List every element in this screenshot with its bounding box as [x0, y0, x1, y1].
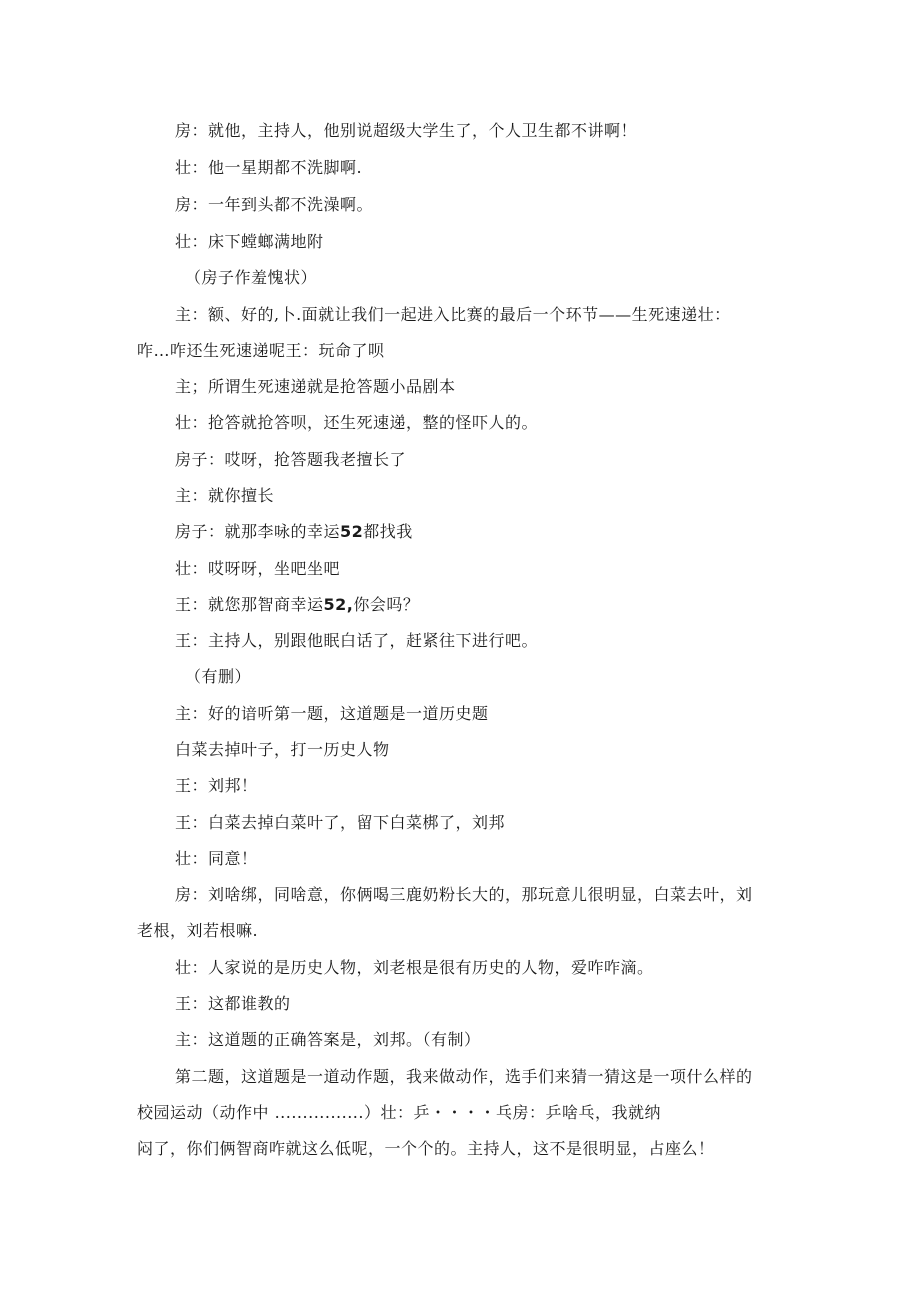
- dialogue-line: 壮：哎呀呀，坐吧坐吧: [175, 559, 341, 578]
- dialogue-line: 闷了，你们俩智商咋就这么低呢，一个个的。主持人，这不是很明显，占座么！: [137, 1139, 715, 1158]
- dialogue-line: 房：就他，主持人，他别说超级大学生了，个人卫生都不讲啊！: [175, 121, 638, 140]
- dialogue-line: 白菜去掉叶子，打一历史人物: [175, 740, 390, 759]
- dialogue-line: 校园运动（动作中 ................）壮：乒・・・・乓房：乒啥乓，我就纳: [137, 1103, 661, 1122]
- number-text: 52: [340, 522, 364, 541]
- dialogue-line: 壮：他一星期都不洗脚啊.: [175, 158, 363, 177]
- dialogue-line: [175, 594, 419, 616]
- dialogue-text: 房子：就那李咏的幸运: [175, 522, 341, 541]
- dialogue-line: 壮：人家说的是历史人物，刘老根是很有历史的人物，爱咋咋滴。: [175, 958, 654, 977]
- dialogue-line: 咋…咋还生死速递呢王：玩命了呗: [137, 341, 385, 360]
- dialogue-line: 壮：床下螳螂满地附: [175, 232, 324, 251]
- dialogue-text: 王：就您那智商幸运: [175, 595, 324, 614]
- dialogue-line: 壮：抢答就抢答呗，还生死速递，整的怪吓人的。: [175, 413, 539, 432]
- stage-direction: （房子作羞愧状）: [185, 268, 318, 287]
- dialogue-line: 主：额、好的,卜.面就让我们一起进入比赛的最后一个环节——生死速递壮：: [175, 305, 731, 324]
- dialogue-line: 主：就你擅长: [175, 486, 275, 505]
- dialogue-line: 王：白菜去掉白菜叶了，留下白菜梆了，刘邦: [175, 813, 506, 832]
- dialogue-line: 主；所谓生死速递就是抢答题小品剧本: [175, 377, 456, 396]
- dialogue-line: 第二题，这道题是一道动作题，我来做动作，选手们来猜一猜这是一项什么样的: [175, 1067, 753, 1086]
- number-text: 52,: [323, 595, 354, 614]
- dialogue-line: 主：好的谙听第一题，这道题是一道历史题: [175, 704, 489, 723]
- dialogue-line: 壮：同意！: [175, 849, 258, 868]
- dialogue-line: 王：这都谁教的: [175, 994, 291, 1013]
- dialogue-line: 房：一年到头都不洗澡啊。: [175, 195, 374, 214]
- stage-direction: （有删）: [185, 667, 252, 686]
- dialogue-line: [175, 521, 413, 543]
- dialogue-text: 都找我: [363, 522, 413, 541]
- dialogue-line: 房子：哎呀，抢答题我老擅长了: [175, 450, 407, 469]
- dialogue-line: 王：主持人，别跟他眠白话了，赶紧往下进行吧。: [175, 631, 539, 650]
- dialogue-line: 主：这道题的正确答案是，刘邦。（有制）: [175, 1030, 481, 1049]
- dialogue-text: 你会吗？: [353, 595, 420, 614]
- dialogue-line: 房：刘啥绑，同啥意，你俩喝三鹿奶粉长大的，那玩意儿很明显，白菜去叶，刘: [175, 885, 753, 904]
- dialogue-line: 王：刘邦！: [175, 776, 258, 795]
- dialogue-line: 老根，刘若根嘛.: [137, 921, 259, 940]
